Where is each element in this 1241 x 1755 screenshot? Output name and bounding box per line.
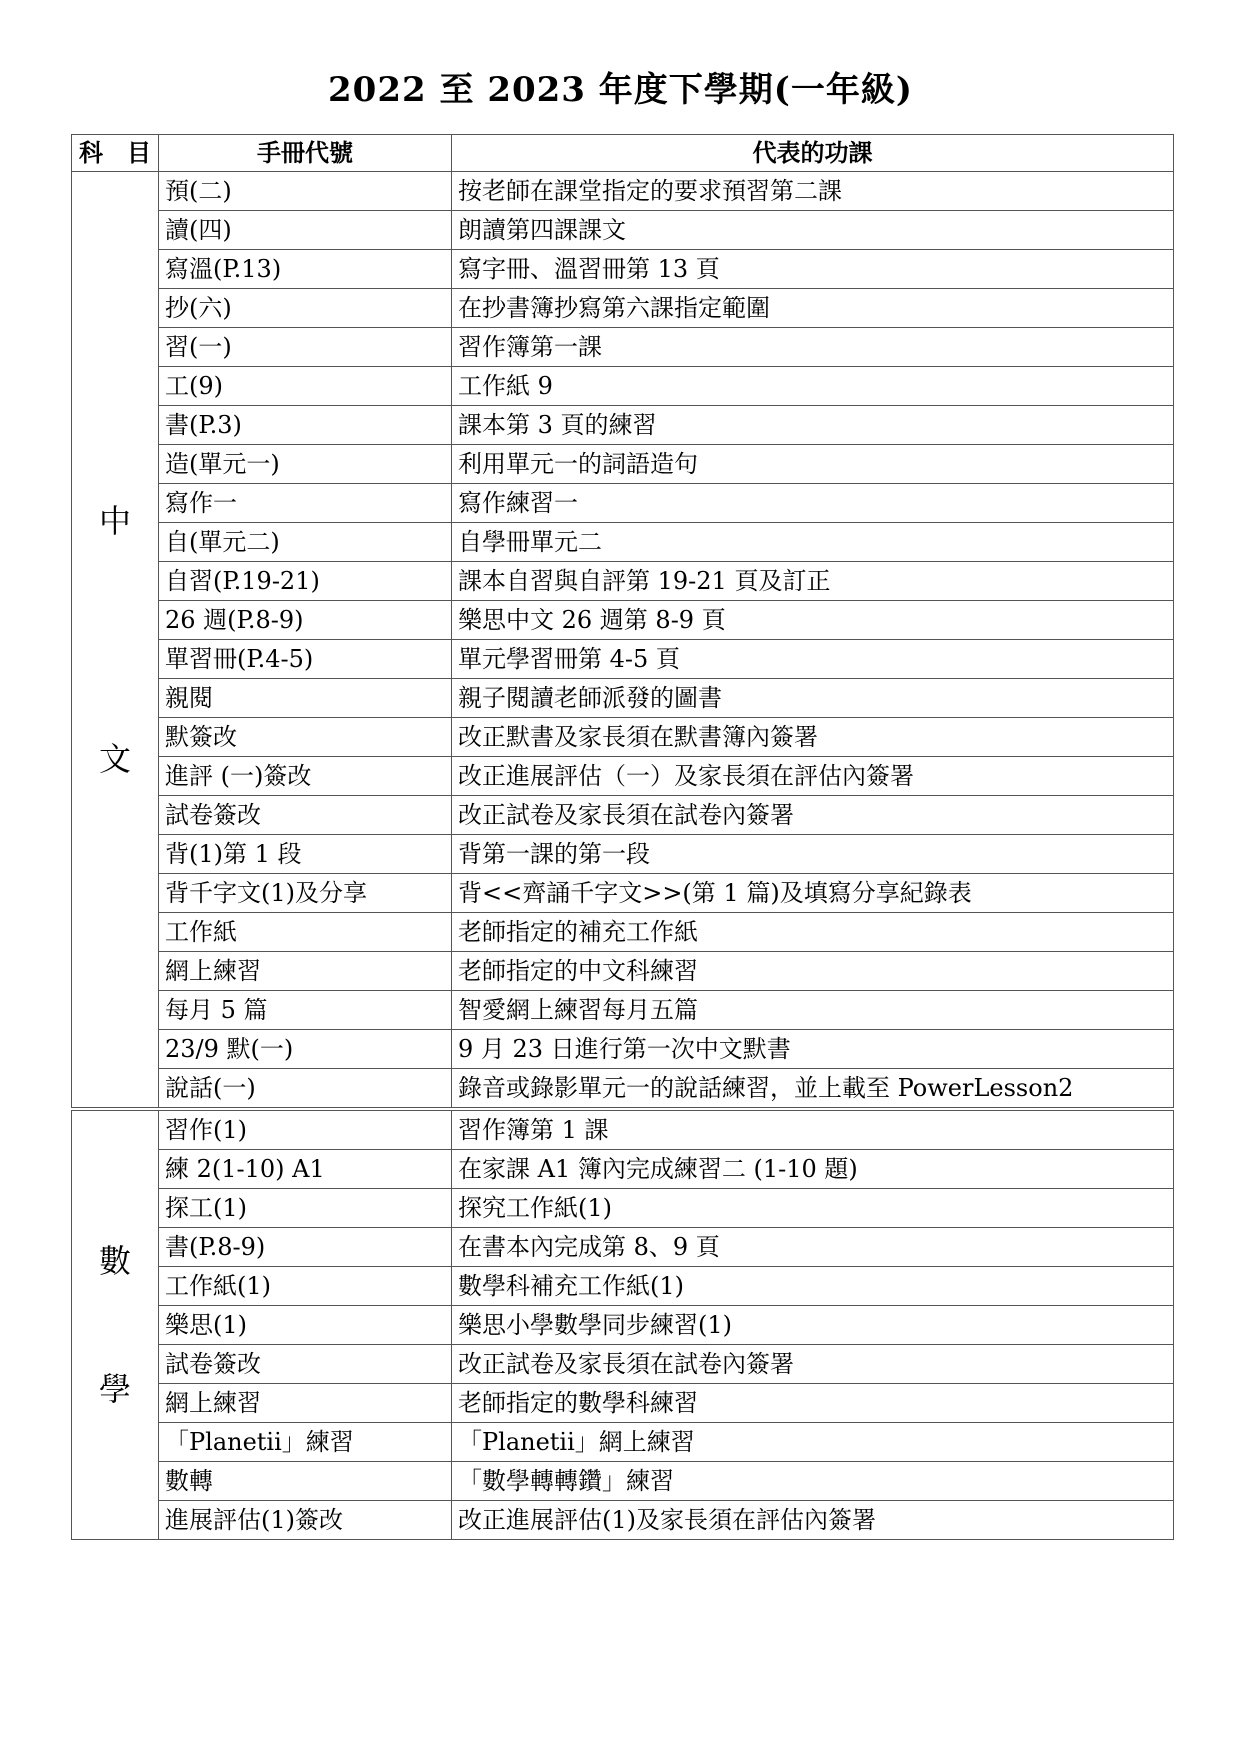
handbook-code-cell: 進評 (一)簽改 [159, 757, 452, 796]
handbook-code-cell: 進展評估(1)簽改 [159, 1501, 452, 1540]
header-subject: 科 目 [72, 135, 159, 172]
table-row [72, 601, 1174, 640]
handbook-code-cell: 默簽改 [159, 718, 452, 757]
handbook-code-cell: 寫溫(P.13) [159, 250, 452, 289]
homework-description-cell: 按老師在課堂指定的要求預習第二課 [452, 172, 1174, 211]
table-row [72, 952, 1174, 991]
handbook-code-cell: 試卷簽改 [159, 796, 452, 835]
homework-description-cell: 老師指定的補充工作紙 [452, 913, 1174, 952]
table-row [72, 562, 1174, 601]
handbook-code-cell: 「Planetii」練習 [159, 1423, 452, 1462]
handbook-code-cell: 背(1)第 1 段 [159, 835, 452, 874]
homework-description-cell: 自學冊單元二 [452, 523, 1174, 562]
table-row [72, 367, 1174, 406]
subject-cell-chinese [72, 172, 159, 1110]
handbook-code-cell: 探工(1) [159, 1189, 452, 1228]
handbook-code-cell: 習作(1) [159, 1109, 452, 1150]
table-row [72, 757, 1174, 796]
handbook-code-cell: 單習冊(P.4-5) [159, 640, 452, 679]
homework-description-cell: 習作簿第 1 課 [452, 1109, 1174, 1150]
table-row [72, 991, 1174, 1030]
table-row [72, 445, 1174, 484]
handbook-code-cell: 工作紙 [159, 913, 452, 952]
homework-description-cell: 親子閱讀老師派發的圖書 [452, 679, 1174, 718]
table-row [72, 679, 1174, 718]
table-row [72, 718, 1174, 757]
table-row [72, 796, 1174, 835]
header-description: 代表的功課 [452, 135, 1174, 172]
handbook-code-cell: 網上練習 [159, 1384, 452, 1423]
homework-description-cell: 在書本內完成第 8、9 頁 [452, 1228, 1174, 1267]
handbook-code-cell: 寫作一 [159, 484, 452, 523]
handbook-code-cell: 試卷簽改 [159, 1345, 452, 1384]
page-title: 2022 至 2023 年度下學期(一年級) [328, 70, 913, 110]
subject-char: 學 [98, 1370, 131, 1408]
subject-char: 文 [98, 739, 131, 778]
handbook-code-cell: 數轉 [159, 1462, 452, 1501]
homework-description-cell: 課本自習與自評第 19-21 頁及訂正 [452, 562, 1174, 601]
subject-char: 數 [98, 1242, 131, 1280]
table-row [72, 1384, 1174, 1423]
handbook-code-cell: 背千字文(1)及分享 [159, 874, 452, 913]
homework-description-cell: 樂思小學數學同步練習(1) [452, 1306, 1174, 1345]
handbook-code-cell: 練 2(1-10) A1 [159, 1150, 452, 1189]
header-row [72, 135, 1174, 172]
homework-table [71, 134, 1174, 1540]
homework-description-cell: 樂思中文 26 週第 8-9 頁 [452, 601, 1174, 640]
table-row [72, 328, 1174, 367]
table-body [72, 172, 1174, 1540]
homework-description-cell: 單元學習冊第 4-5 頁 [452, 640, 1174, 679]
homework-description-cell: 數學科補充工作紙(1) [452, 1267, 1174, 1306]
homework-description-cell: 老師指定的數學科練習 [452, 1384, 1174, 1423]
table-row [72, 523, 1174, 562]
table-row [72, 1150, 1174, 1189]
table-row [72, 640, 1174, 679]
handbook-code-cell: 工(9) [159, 367, 452, 406]
table-row [72, 172, 1174, 211]
homework-description-cell: 利用單元一的詞語造句 [452, 445, 1174, 484]
table-row [72, 913, 1174, 952]
handbook-code-cell: 工作紙(1) [159, 1267, 452, 1306]
table-row [72, 1345, 1174, 1384]
subject-char: 中 [98, 501, 131, 540]
homework-description-cell: 寫作練習一 [452, 484, 1174, 523]
table-row [72, 1228, 1174, 1267]
homework-description-cell: 背第一課的第一段 [452, 835, 1174, 874]
table-row [72, 484, 1174, 523]
table-row [72, 1267, 1174, 1306]
handbook-code-cell: 抄(六) [159, 289, 452, 328]
table-row [72, 289, 1174, 328]
homework-description-cell: 「數學轉轉鑽」練習 [452, 1462, 1174, 1501]
table-row [72, 874, 1174, 913]
homework-description-cell: 錄音或錄影單元一的說話練習，並上載至 PowerLesson2 [452, 1069, 1174, 1110]
handbook-code-cell: 26 週(P.8-9) [159, 601, 452, 640]
homework-description-cell: 背<<齊誦千字文>>(第 1 篇)及填寫分享紀錄表 [452, 874, 1174, 913]
homework-description-cell: 改正試卷及家長須在試卷內簽署 [452, 1345, 1174, 1384]
homework-description-cell: 改正試卷及家長須在試卷內簽署 [452, 796, 1174, 835]
homework-description-cell: 寫字冊、溫習冊第 13 頁 [452, 250, 1174, 289]
homework-description-cell: 習作簿第一課 [452, 328, 1174, 367]
table-row [72, 406, 1174, 445]
homework-description-cell: 朗讀第四課課文 [452, 211, 1174, 250]
homework-description-cell: 改正默書及家長須在默書簿內簽署 [452, 718, 1174, 757]
homework-description-cell: 在抄書簿抄寫第六課指定範圍 [452, 289, 1174, 328]
homework-description-cell: 改正進展評估(1)及家長須在評估內簽署 [452, 1501, 1174, 1540]
handbook-code-cell: 書(P.3) [159, 406, 452, 445]
table-row [72, 1189, 1174, 1228]
handbook-code-cell: 23/9 默(一) [159, 1030, 452, 1069]
homework-description-cell: 老師指定的中文科練習 [452, 952, 1174, 991]
homework-description-cell: 探究工作紙(1) [452, 1189, 1174, 1228]
homework-description-cell: 在家課 A1 簿內完成練習二 (1-10 題) [452, 1150, 1174, 1189]
handbook-code-cell: 親閱 [159, 679, 452, 718]
table-row [72, 1423, 1174, 1462]
handbook-code-cell: 預(二) [159, 172, 452, 211]
subject-cell-math [72, 1109, 159, 1540]
table-row [72, 1069, 1174, 1110]
table-row [72, 1030, 1174, 1069]
homework-description-cell: 智愛網上練習每月五篇 [452, 991, 1174, 1030]
table-row [72, 1501, 1174, 1540]
handbook-code-cell: 讀(四) [159, 211, 452, 250]
homework-description-cell: 「Planetii」網上練習 [452, 1423, 1174, 1462]
homework-description-cell: 9 月 23 日進行第一次中文默書 [452, 1030, 1174, 1069]
handbook-code-cell: 自習(P.19-21) [159, 562, 452, 601]
table-row [72, 1306, 1174, 1345]
handbook-code-cell: 每月 5 篇 [159, 991, 452, 1030]
handbook-code-cell: 習(一) [159, 328, 452, 367]
table-row [72, 250, 1174, 289]
homework-description-cell: 工作紙 9 [452, 367, 1174, 406]
homework-description-cell: 課本第 3 頁的練習 [452, 406, 1174, 445]
homework-description-cell: 改正進展評估（一）及家長須在評估內簽署 [452, 757, 1174, 796]
handbook-code-cell: 書(P.8-9) [159, 1228, 452, 1267]
header-code: 手冊代號 [159, 135, 452, 172]
handbook-code-cell: 說話(一) [159, 1069, 452, 1110]
table-row [72, 211, 1174, 250]
table-row [72, 1462, 1174, 1501]
handbook-code-cell: 網上練習 [159, 952, 452, 991]
table-row [72, 835, 1174, 874]
handbook-code-cell: 造(單元一) [159, 445, 452, 484]
handbook-code-cell: 自(單元二) [159, 523, 452, 562]
handbook-code-cell: 樂思(1) [159, 1306, 452, 1345]
table-row [72, 1109, 1174, 1150]
